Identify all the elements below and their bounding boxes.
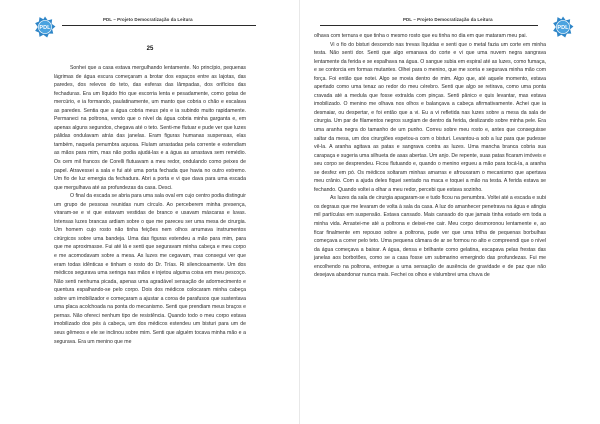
page-number: 25 bbox=[146, 46, 154, 52]
running-title: PDL – Projeto Democratização da Leitura bbox=[403, 17, 493, 22]
left-page-body bbox=[54, 64, 246, 346]
paragraph: O final da escada se abria para uma sala oval em cujo centro podia distinguir um grupo de pessoas reunidas num círculo. Ao perceberem minha presença, viraram-se e vi que estavam vestidas de branco e usavam máscaras e luvas. Intensas luzes brancas ardiam sobre o que me pareceu ser uma mesa de cirurgia. Um homem cujo rosto não tinha feições nem olhos arrumava instrumentos cirúrgicos sobre uma bandeja. Uma das figuras estendeu a mão para mim, para que me aproximasse. Fui até lá e senti que seguravam minha cabeça e meu corpo e me acomodavam sobre a mesa. As luzes me cegavam, mas consegui ver que eram todas idênticas e tinham o rosto do Dr. Trías. Ri silenciosamente. Um dos médicos segurava uma seringa nas mãos e injetou alguma coisa em meu pescoço. Não senti nenhuma picada, apenas uma agradável sensação de adormecimento e quentura espalhando-se pelo corpo. Dois dos médicos colocaram minha cabeça sobre um imobilizador e começaram a ajustar a coroa de parafusos que sustentava uma placa acolchoada na ponta do mecanismo. Senti que prendiam meus braços e pernas. Não ofereci nenhum tipo de resistência. Quando todo o meu corpo estava imobilizado dos pés à cabeça, um dos médicos estendeu um bisturi para um de seus gêmeos e ele se inclinou sobre mim. Senti que alguém tocava minha mão e a segurava. Era um menino que me bbox=[54, 193, 246, 345]
right-page bbox=[300, 0, 600, 424]
paragraph: As luzes da sala de cirurgia apagaram-se e tudo ficou na penumbra. Voltei até a escada e subi os degraus que me levaram de volta à sala da casa. A luz do amanhecer penetrava na água e atingia mil partículas em suspensão. Estava cansado. Mais cansado do que jamais tinha estado em toda a minha vida. Arrastei-me até a poltrona e deixei-me cair. Meu corpo desmoronou lentamente e, ao ficar finalmente em repouso sobre a poltrona, pude ver que uma trilha de pequenas borbulhas começava a correr pelo teto. Uma pequena câmara de ar se formou no alto e compreendi que o nível da água começava a baixar. A água, densa e brilhante como gelatina, escapava pelas frestas das janelas aos borbotões, como se a casa fosse um submarino emergindo das profundezas. Fui me encolhendo na poltrona, entregue a uma sensação de ausência de gravidade e de paz que não desejava abandonar nunca mais. Fechei os olhos e vislumbrei uma chuva de bbox=[314, 195, 546, 279]
pdl-logo-icon bbox=[552, 16, 574, 38]
logo-text: PDL bbox=[557, 24, 569, 31]
header-rule bbox=[320, 25, 538, 26]
paragraph: olhava com ternura e que tinha o mesmo rosto que eu tinha no dia em que mataram meu pai. bbox=[314, 33, 527, 39]
pdl-logo-icon bbox=[34, 16, 56, 38]
running-header-left bbox=[0, 13, 300, 31]
logo-text: PDL bbox=[39, 24, 51, 31]
header-rule bbox=[62, 25, 256, 26]
right-page-body bbox=[314, 32, 546, 280]
running-header-right bbox=[300, 13, 600, 31]
running-title: PDL – Projeto Democratização da Leitura bbox=[103, 17, 193, 22]
paragraph: Sonhei que a casa estava mergulhando lentamente. No princípio, pequenas lágrimas de água escura começaram a brotar dos espaços entre as lajotas, das paredes, dos relevos do teto, das esferas das lâmpadas, dos orifícios das fechaduras. Era um líquido frio que escorria lenta e pesadamente, como gotas de mercúrio, e ia formando, paulatinamente, um manto que cobria o chão e escalava as paredes. Sentia que a água cobria meus pés e ia subindo muito rapidamente. Permaneci na poltrona, vendo que o nível da água cobria minha garganta e, em apenas alguns segundos, chegava até o teto. Senti-me flutuar e pude ver que luzes pálidas ondulavam atrás das janelas. Eram figuras humanas suspensas, elas também, naquela penumbra aquosa. Fluíam arrastadas pela corrente e estendiam as mãos para mim, mas não podia ajudá-las e a água as arrastava sem remédio. Os cem mil francos de Corelli flutuavam a meu redor, ondulando como peixes de papel. Atravessei a sala e fui até uma porta fechada que havia no outro extremo. Um fio de luz emergia da fechadura. Abri a porta e vi que dava para uma escada que mergulhava até as profundezas da casa. Desci. bbox=[54, 65, 246, 191]
paragraph: Vi o fio do bisturi descendo nas trevas líquidas e senti que o metal fazia um corte em minha testa. Não senti dor. Senti que algo emanava do corte e vi que uma nuvem negra sangrava lentamente da ferida e se espalhava na água. O sangue subia em espiral até as luzes, como fumaça, e se contorcia em formas mutantes. Olhei para o menino, que me sorria e segurava minha mão com força. Foi então que notei. Algo se movia dentro de mim. Algo que, até aquele momento, estava apertado como uma tenaz ao redor do meu cérebro. Senti que algo se retirava, como uma ponta cravada até a medula que fosse extraída com pinças. Senti pânico e quis levantar, mas estava imobilizado. O menino me olhava nos olhos e balançava a cabeça afirmativamente. Achei que ia desmaiar, ou despertar, e foi então que a vi. Eu a vi refletida nas luzes sobre a mesa da sala de cirurgia. Um par de filamentos negros surgiam de dentro da ferida, deslizando sobre minha pele. Era uma aranha negra do tamanho de um punho. Correu sobre meu rosto e, antes que conseguisse saltar da mesa, um dos cirurgiões espetou-a com o bisturi. Levantou-a sob a luz para que pudesse vê-la. A aranha agitava as patas e sangrava contra as luzes. Uma mancha branca cobria sua carapaça e sugeria uma silhueta de asas abertas. Um anjo. De repente, suas patas ficaram imóveis e seu corpo se desprendeu. Ficou flutuando e, quando o menino ergueu a mão para tocá-la, a aranha se desfez em pó. Os médicos soltaram minhas amarras e afrouxaram o mecanismo que apertava meu crânio. Com a ajuda deles fiquei sentado na maca e toquei a mão na testa. A ferida estava se fechando. Quando voltei a olhar a meu redor, percebi que estava sozinho. bbox=[314, 41, 546, 193]
